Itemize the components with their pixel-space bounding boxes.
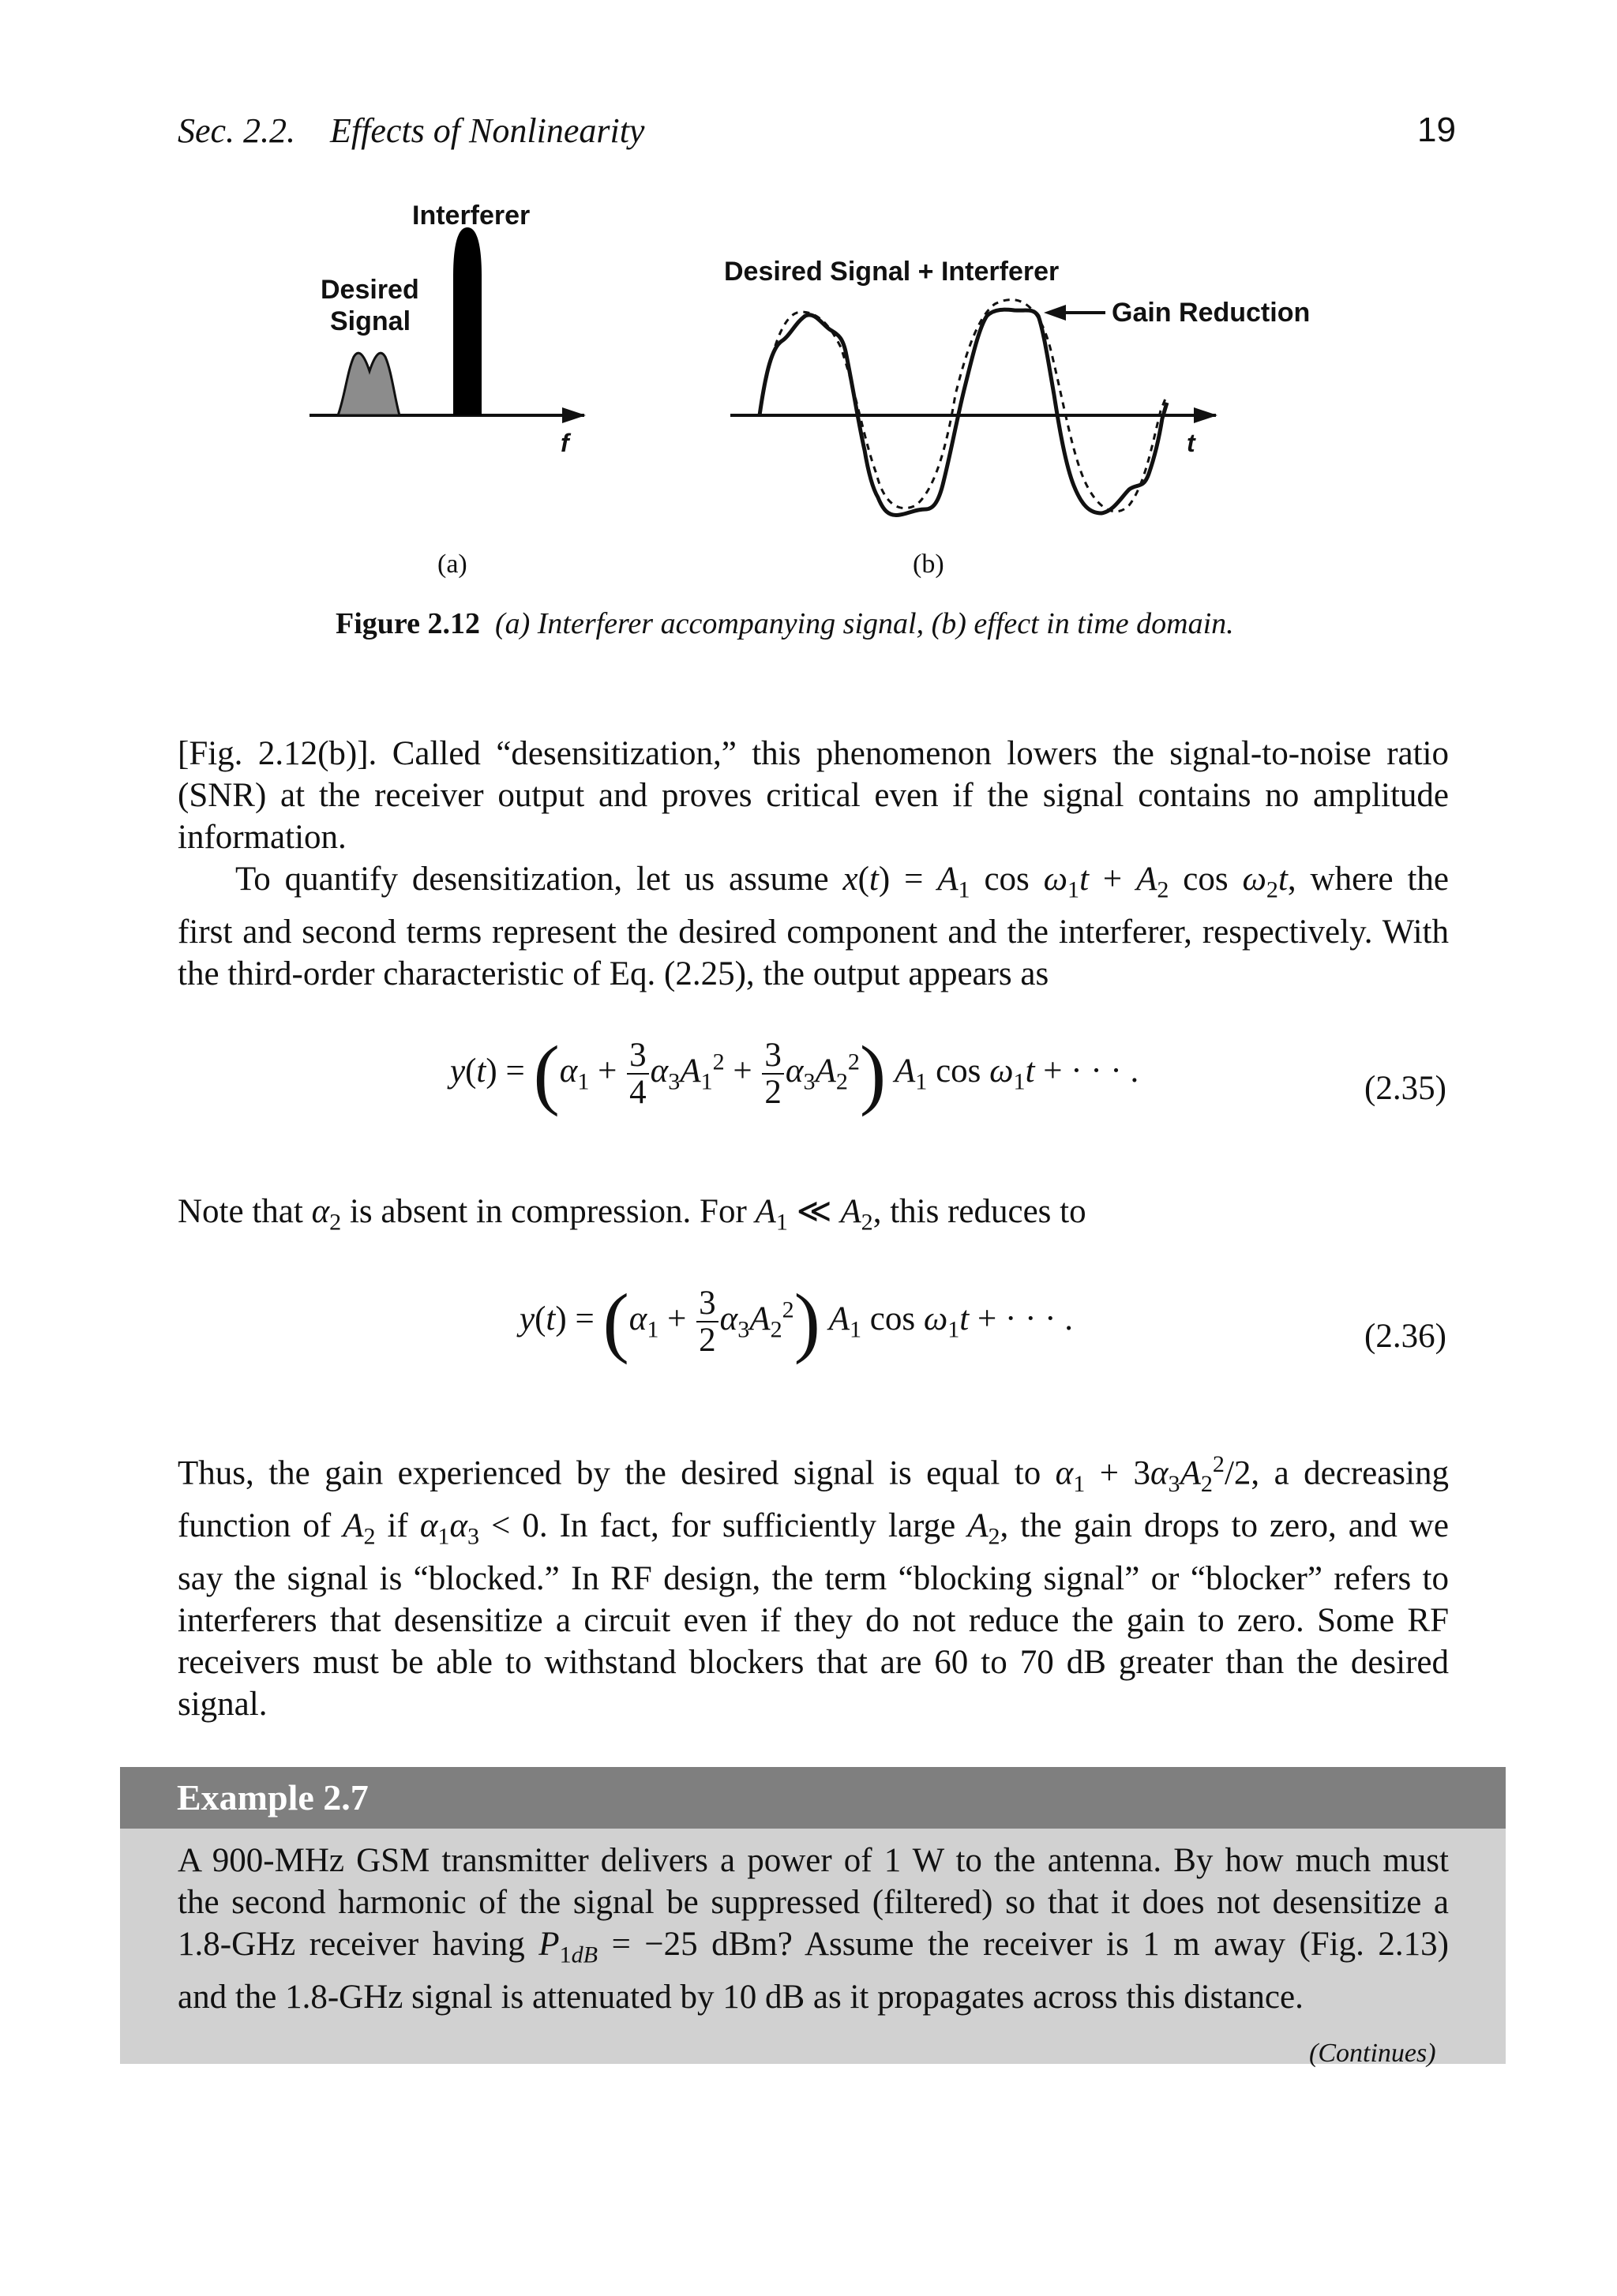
caption-figure-number: Figure 2.12 bbox=[336, 607, 480, 640]
p4-line: interferers that desensitize a circuit even if they do not reduce the gain to zero. Some RF bbox=[178, 1601, 1449, 1639]
example-line: the second harmonic of the signal be suppressed (filtered) so that it does not desensitize a bbox=[178, 1884, 1449, 1921]
paragraph-desensitization bbox=[178, 733, 1449, 858]
panel-a-sublabel: (a) bbox=[437, 550, 467, 579]
desired-signal-dashed bbox=[760, 300, 1167, 512]
time-axis-arrow bbox=[1194, 407, 1217, 423]
interferer-label: Interferer bbox=[412, 201, 531, 231]
p4-line: say the signal is “blocked.” In RF design, the term “blocking signal” or “blocker” refers to bbox=[178, 1559, 1449, 1597]
p1-line: [Fig. 2.12(b)]. Called “desensitization,” this phenomenon lowers the signal-to-noise ratio bbox=[178, 735, 1449, 772]
example-line: and the 1.8-GHz signal is attenuated by 10 dB as it propagates across this distance. bbox=[178, 1978, 1304, 2016]
example-header bbox=[120, 1767, 1506, 1829]
p4-line: signal. bbox=[178, 1685, 268, 1723]
equation-number-2-35: (2.35) bbox=[1364, 1070, 1446, 1107]
page-number: 19 bbox=[1417, 111, 1456, 149]
figure-caption bbox=[336, 606, 1234, 641]
frequency-axis-arrow bbox=[562, 407, 586, 423]
desired-signal-label-line1: Desired bbox=[321, 275, 419, 305]
example-title: Example 2.7 bbox=[177, 1777, 369, 1818]
panel-b-title: Desired Signal + Interferer bbox=[724, 257, 1060, 287]
equation-2-36: $y(t) = (\alpha_1$ + $\frac{3}{2}$ $\alpha_3A_2^2$) $A_1$ $\cos \omega_1t$ + · · · . bbox=[520, 1277, 1073, 1365]
p1-line: information. bbox=[178, 819, 347, 856]
p4-line: receivers must be able to withstand blockers that are 60 to 70 dB greater than the desired bbox=[178, 1643, 1449, 1681]
equation-number-2-36: (2.36) bbox=[1364, 1318, 1446, 1355]
caption-text: (a) Interferer accompanying signal, (b) effect in time domain. bbox=[494, 607, 1234, 640]
continues-note: (Continues) bbox=[1309, 2039, 1436, 2068]
figure-drawing bbox=[0, 0, 1617, 600]
gain-reduction-arrow-head bbox=[1044, 305, 1066, 321]
example-line: A 900-MHz GSM transmitter delivers a power of 1 W to the antenna. By how much must bbox=[178, 1842, 1449, 1879]
gain-reduction-label: Gain Reduction bbox=[1112, 298, 1311, 328]
desired-signal-shape bbox=[338, 353, 400, 415]
time-axis-label: t bbox=[1187, 429, 1195, 457]
paragraph-blocking: Thus, the gain experienced by the desired signal is equal to $\alpha_1 + 3\alpha_3A_2^2/2$, a decreasing function of $A_2$ if $\alpha_1\alpha_3 < 0$. In fact, for sufficiently large $A_2$, the gain drops to zero, and we say the signal is “blocked.” In RF design, the term “blocking signal” or “blocker” refers to interferers that desensitize a circuit even if they do not reduce the gain to zero. Some RF receivers must be able to withstand blockers that are 60 to 70 dB greater than the desired signal. bbox=[178, 1443, 1449, 1725]
p1-line: (SNR) at the receiver output and proves critical even if the signal contains no amplitude bbox=[178, 777, 1449, 814]
panel-b-sublabel: (b) bbox=[913, 550, 944, 579]
p2-line-1: To quantify desensitization, let us assume $x(t) = A_1$ $\cos \omega_1t + A_2$ $\cos \omega_2t$, where the bbox=[235, 861, 1449, 903]
gain-reduced-waveform bbox=[760, 310, 1167, 515]
example-text: A 900-MHz GSM transmitter delivers a power of 1 W to the antenna. By how much must the second harmonic of the signal be suppressed (filtered) so that it does not desensitize a 1.8-GHz receiver having $P_{1dB} = -25$ dBm? Assume the receiver is 1 m away (Fig. 2.13) and the 1.8-GHz signal is attenuated by 10 dB as it propagates across this distance. bbox=[178, 1840, 1449, 2018]
panel-b-waveform bbox=[730, 300, 1217, 516]
interferer-shape bbox=[453, 227, 482, 415]
desired-signal-label-line2: Signal bbox=[330, 306, 411, 336]
p2-line: first and second terms represent the desired component and the interferer, respectively. With bbox=[178, 913, 1449, 951]
paragraph-quantify bbox=[178, 858, 1449, 995]
frequency-axis-label: f bbox=[561, 429, 569, 457]
equation-2-35: $y(t) = (\alpha_1$ + $\frac{3}{4}$ $\alpha_3A_1^2$ + $\frac{3}{2}$ $\alpha_3A_2^2$) $A_1$ $\cos \omega_1t$ + · · · . bbox=[450, 1030, 1139, 1117]
p2-line: the third-order characteristic of Eq. (2.25), the output appears as bbox=[178, 955, 1049, 992]
section-header: Sec. 2.2. Effects of Nonlinearity bbox=[178, 111, 645, 150]
paragraph-compression: Note that $\alpha_2$ is absent in compression. For $A_1$ ≪ $A_2$, this reduces to bbox=[178, 1193, 1086, 1236]
